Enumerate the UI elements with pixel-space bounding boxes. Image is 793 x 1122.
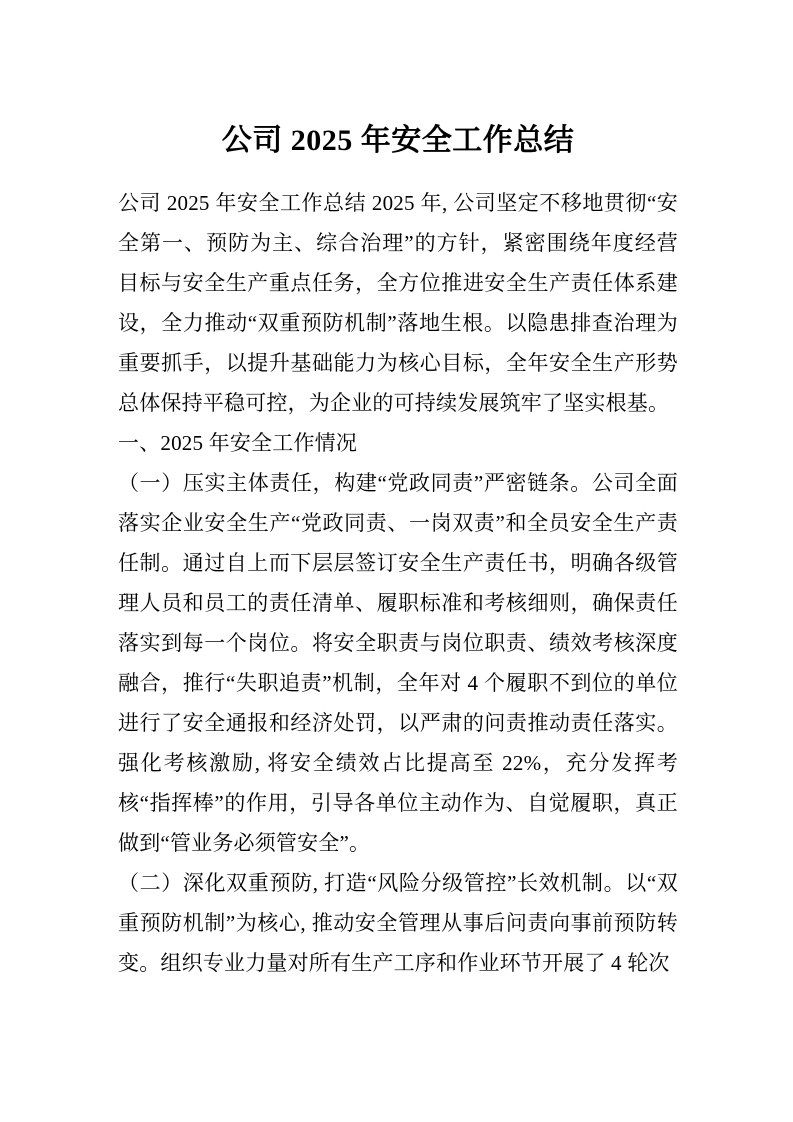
- section-1-heading: 一、2025 年安全工作情况: [118, 431, 358, 455]
- intro-paragraph: 公司 2025 年安全工作总结 2025 年, 公司坚定不移地贯彻“安全第一、预防为主、综合治理”的方针，紧密围绕年度经营目标与安全生产重点任务，全方位推进安全生产责任体系建设，全力推动“双重预防机制”落地生根。以隐患排查治理为重要抓手，以提升基础能力为核心目标，全年安全生产形势总体保持平稳可控，为企业的可持续发展筑牢了坚实根基。: [118, 191, 678, 415]
- document-title: 公司 2025 年安全工作总结: [221, 124, 575, 157]
- paragraph-section-1-item-1: （一）压实主体责任，构建“党政同责”严密链条。公司全面落实企业安全生产“党政同责、一岗双责”和全员安全生产责任制。通过自上而下层层签订安全生产责任书，明确各级管理人员和员工的责任清单、履职标准和考核细则，确保责任落实到每一个岗位。将安全职责与岗位职责、绩效考核深度融合，推行“失职追责”机制，全年对 4 个履职不到位的单位进行了安全通报和经济处罚，以严肃的问责推动责任落实。强化考核激励, 将安全绩效占比提高至 22%，充分发挥考核“指挥棒”的作用，引导各单位主动作为、自觉履职，真正做到“管业务必须管安全”。: [118, 471, 678, 855]
- paragraph-section-1-item-2: （二）深化双重预防, 打造“风险分级管控”长效机制。以“双重预防机制”为核心, 推动安全管理从事后问责向事前预防转变。组织专业力量对所有生产工序和作业环节开展了 4 轮次: [118, 871, 678, 975]
